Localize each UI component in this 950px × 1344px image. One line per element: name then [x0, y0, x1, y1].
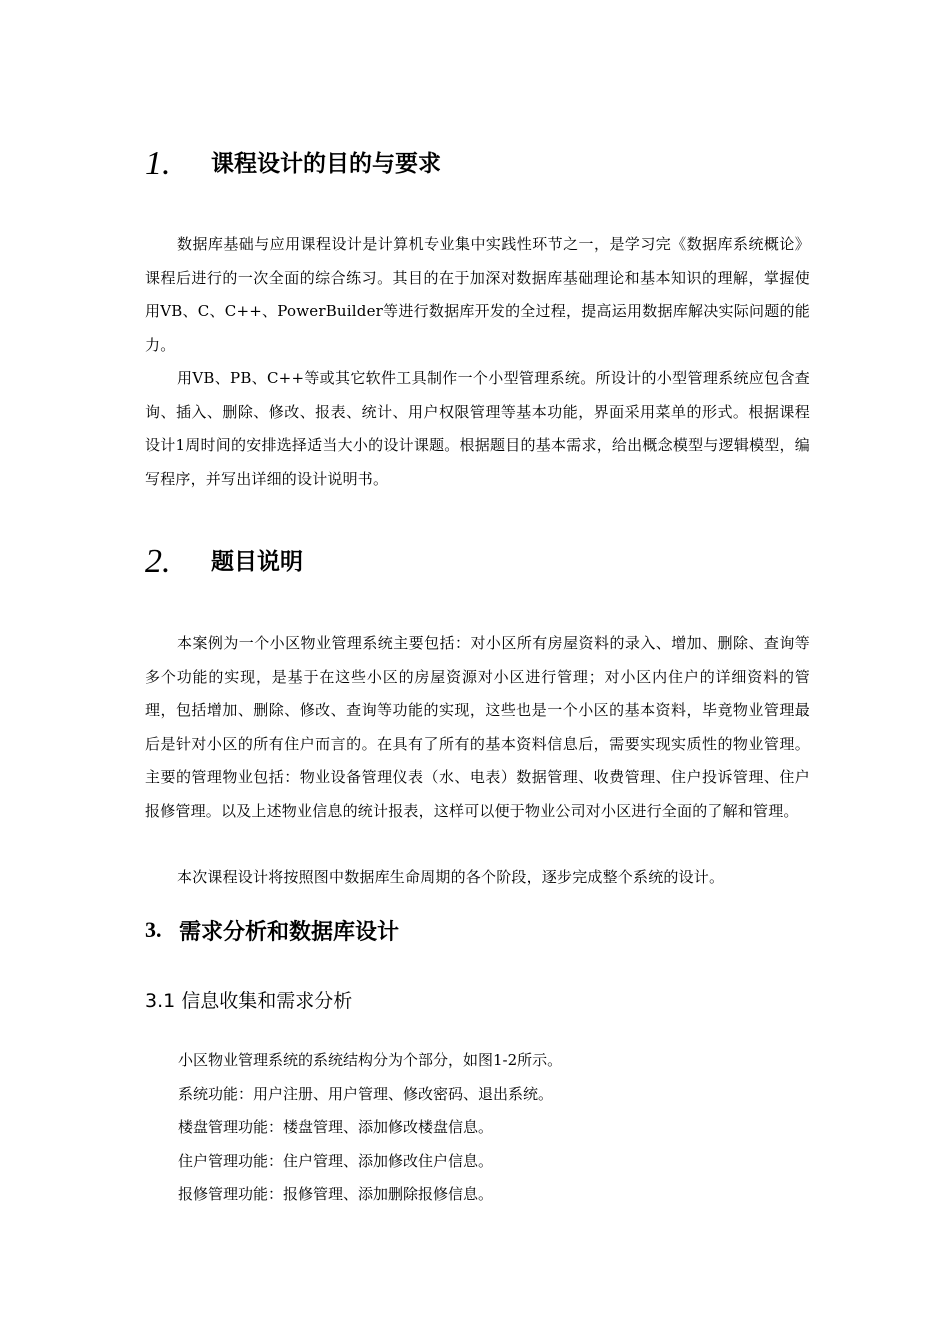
list-item: 住户管理功能：住户管理、添加修改住户信息。: [178, 1151, 494, 1170]
list-item: 报修管理功能：报修管理、添加删除报修信息。: [178, 1185, 494, 1203]
section-2-paragraph-1: 本案例为一个小区物业管理系统主要包括：对小区所有房屋资料的录入、增加、删除、查询等多个功能的实现，是基于在这些小区的房屋资源对小区进行管理；对小区内住户的详细资料的管理，包括增加、删除、修改、查询等功能的实现，这些也是一个小区的基本资料，毕竟物业管理最后是针对小区的所有住户而言的。在具有了所有的基本资料信息后，需要实现实质性的物业管理。主要的管理物业包括：物业设备管理仪表（水、电表）数据管理、收费管理、住户投诉管理、住户报修管理。以及上述物业信息的统计报表，这样可以便于物业公司对小区进行全面的了解和管理。: [145, 634, 810, 820]
section-3-title: 需求分析和数据库设计: [179, 919, 400, 945]
list-item: 系统功能：用户注册、用户管理、修改密码、退出系统。: [178, 1084, 554, 1103]
section-1-paragraph-2: 用VB、PB、C++等或其它软件工具制作一个小型管理系统。所设计的小型管理系统应包含查询、插入、删除、修改、报表、统计、用户权限管理等基本功能，界面采用菜单的形式。根据课程设计1周时间的安排选择适当大小的设计课题。根据题目的基本需求，给出概念模型与逻辑模型，编写程序，并写出详细的设计说明书。: [145, 369, 810, 488]
section-2-title: 题目说明: [211, 549, 303, 575]
list-item: 小区物业管理系统的系统结构分为个部分，如图1-2所示。: [178, 1051, 563, 1069]
section-3-heading: [145, 913, 399, 947]
section-2-number: 2.: [145, 543, 171, 580]
section-1-title: 课程设计的目的与要求: [211, 151, 441, 177]
section-2-heading: [145, 542, 303, 582]
section-1-number: 1.: [145, 145, 171, 182]
section-3-1-list: [178, 1044, 818, 1212]
section-3-1-heading: 3.1 信息收集和需求分析: [145, 990, 353, 1012]
section-1-heading: [145, 144, 441, 184]
section-3-number: 3.: [145, 917, 162, 942]
list-item: 楼盘管理功能：楼盘管理、添加修改楼盘信息。: [178, 1118, 494, 1136]
section-2-paragraph-2: 本次课程设计将按照图中数据库生命周期的各个阶段，逐步完成整个系统的设计。: [177, 868, 725, 886]
section-1-paragraph-1: 数据库基础与应用课程设计是计算机专业集中实践性环节之一，是学习完《数据库系统概论》课程后进行的一次全面的综合练习。其目的在于加深对数据库基础理论和基本知识的理解，掌握使用VB、C、C++、PowerBuilder等进行数据库开发的全过程，提高运用数据库解决实际问题的能力。: [145, 235, 810, 354]
